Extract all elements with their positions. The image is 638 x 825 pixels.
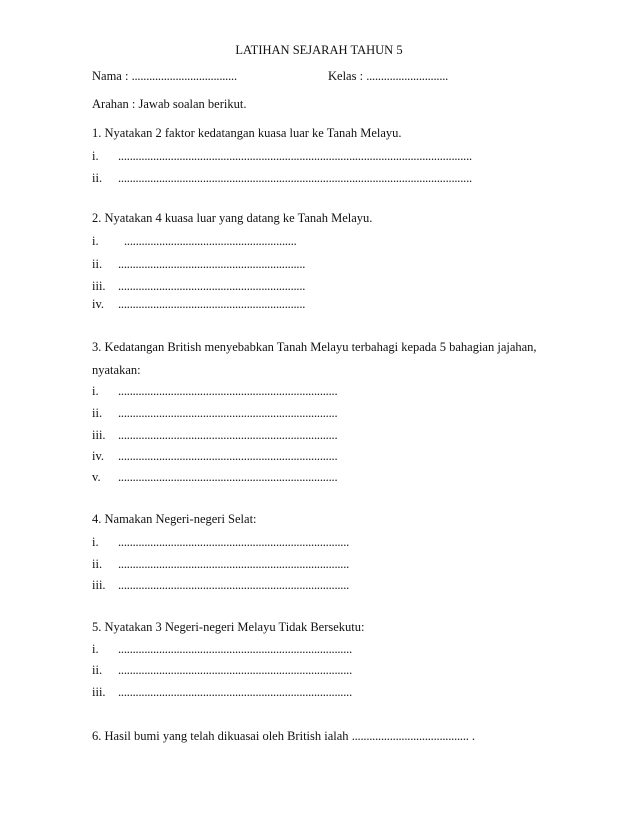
page-title: LATIHAN SEJARAH TAHUN 5 — [235, 43, 403, 57]
answer-line — [92, 297, 305, 312]
item-number: ii. — [92, 257, 103, 271]
question-5: 5. Nyatakan 3 Negeri-negeri Melayu Tidak Bersekutu: — [92, 620, 365, 634]
answer-blank: ........................................................................... — [118, 428, 338, 442]
item-number: ii. — [92, 663, 103, 677]
item-number: iii. — [92, 578, 106, 592]
item-number: iii. — [92, 279, 106, 293]
question-2: 2. Nyatakan 4 kuasa luar yang datang ke Tanah Melayu. — [92, 211, 373, 225]
item-number: iv. — [92, 449, 105, 463]
answer-line — [92, 279, 305, 294]
answer-blank: ............................................................................... — [118, 578, 350, 592]
answer-blank: ........................................................... — [124, 234, 297, 248]
answer-line — [92, 642, 352, 657]
answer-line — [92, 234, 297, 249]
answer-blank: ........................................................................... — [118, 449, 338, 463]
item-number: ii. — [92, 171, 103, 185]
answer-blank: ........................................ — [351, 729, 469, 743]
answer-blank: ................................................................................ — [118, 642, 353, 656]
answer-line — [92, 470, 337, 485]
answer-blank: ............................................................................... — [118, 535, 350, 549]
answer-blank: ............................................................................... — [118, 557, 350, 571]
answer-line — [92, 171, 472, 186]
answer-line — [92, 384, 337, 399]
question-1: 1. Nyatakan 2 faktor kedatangan kuasa luar ke Tanah Melayu. — [92, 126, 402, 140]
answer-line — [92, 257, 305, 272]
answer-line — [92, 149, 472, 164]
kelas-label: Kelas : — [328, 69, 367, 83]
answer-blank: ........................................................................... — [118, 470, 338, 484]
item-number: i. — [92, 642, 99, 656]
answer-line — [92, 685, 352, 700]
question-3-cont: nyatakan: — [92, 363, 141, 377]
instruction: Arahan : Jawab soalan berikut. — [92, 97, 247, 111]
answer-blank: ........................................................................... — [118, 406, 338, 420]
item-number: iii. — [92, 428, 106, 442]
answer-line — [92, 406, 337, 421]
answer-line — [92, 557, 349, 572]
item-number: ii. — [92, 557, 103, 571]
answer-line — [92, 578, 349, 593]
item-number: i. — [92, 149, 99, 163]
question-4: 4. Namakan Negeri-negeri Selat: — [92, 512, 257, 526]
item-number: i. — [92, 535, 99, 549]
nama-blank: .................................... — [131, 69, 237, 83]
answer-line — [92, 535, 349, 550]
item-number: iii. — [92, 685, 106, 699]
answer-blank: ........................................................................... — [118, 384, 338, 398]
item-number: iv. — [92, 297, 105, 311]
answer-blank: ................................................................ — [118, 279, 306, 293]
answer-blank: ................................................................ — [118, 257, 306, 271]
answer-line — [92, 663, 352, 678]
nama-label: Nama : — [92, 69, 132, 83]
question-6-end: . — [468, 729, 475, 743]
item-number: i. — [92, 384, 99, 398]
answer-blank: ................................................................................ — [118, 663, 353, 677]
nama-field — [92, 69, 237, 84]
answer-line — [92, 449, 337, 464]
question-3: 3. Kedatangan British menyebabkan Tanah Melayu terbahagi kepada 5 bahagian jajahan, — [92, 340, 537, 354]
answer-blank: ................................................................ — [118, 297, 306, 311]
answer-blank: ......................................................................................................................... — [118, 171, 472, 185]
answer-blank: ......................................................................................................................... — [118, 149, 472, 163]
question-6-text: 6. Hasil bumi yang telah dikuasai oleh British ialah — [92, 729, 352, 743]
question-6 — [92, 729, 475, 744]
kelas-field — [328, 69, 448, 84]
answer-blank: ................................................................................ — [118, 685, 353, 699]
item-number: ii. — [92, 406, 103, 420]
kelas-blank: ............................ — [366, 69, 449, 83]
item-number: i. — [92, 234, 99, 248]
answer-line — [92, 428, 337, 443]
item-number: v. — [92, 470, 101, 484]
